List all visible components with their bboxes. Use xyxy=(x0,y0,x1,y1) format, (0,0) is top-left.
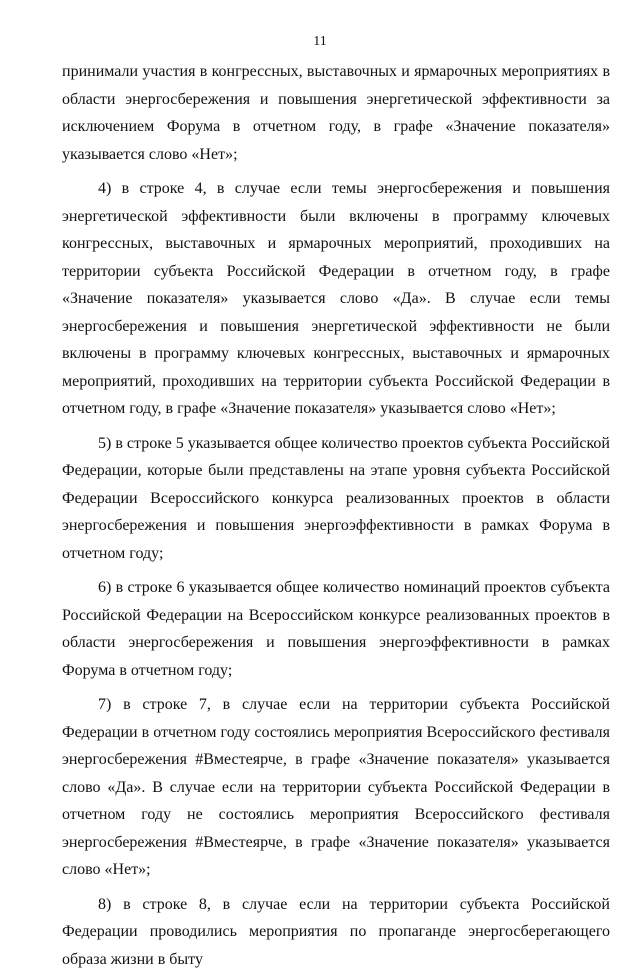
paragraph-item-6: 6) в строке 6 указывается общее количество номинаций проектов субъекта Российской Федерации на Всероссийском конкурсе реализованных проектов в области энергосбережения и повышения энергоэффективности в рамках Форума в отчетном году; xyxy=(62,574,610,684)
paragraph-continuation: принимали участия в конгрессных, выставочных и ярмарочных мероприятиях в области энергосбережения и повышения энергетической эффективности за исключением Форума в отчетном году, в графе «Значение показателя» указывается слово «Нет»; xyxy=(62,58,610,168)
paragraph-item-5: 5) в строке 5 указывается общее количество проектов субъекта Российской Федерации, которые были представлены на этапе уровня субъекта Российской Федерации Всероссийского конкурса реализованных проектов в области энергосбережения и повышения энергоэффективности в рамках Форума в отчетном году; xyxy=(62,430,610,568)
paragraph-item-7: 7) в строке 7, в случае если на территории субъекта Российской Федерации в отчетном году состоялись мероприятия Всероссийского фестиваля энергосбережения #Вместеярче, в графе «Значение показателя» указывается слово «Да». В случае если на территории субъекта Российской Федерации в отчетном году не состоялись мероприятия Всероссийского фестиваля энергосбережения #Вместеярче, в графе «Значение показателя» указывается слово «Нет»; xyxy=(62,691,610,884)
document-body xyxy=(62,58,610,973)
paragraph-item-8: 8) в строке 8, в случае если на территории субъекта Российской Федерации проводились мероприятия по пропаганде энергосберегающего образа жизни в быту xyxy=(62,891,610,973)
paragraph-item-4: 4) в строке 4, в случае если темы энергосбережения и повышения энергетической эффективности были включены в программу ключевых конгрессных, выставочных и ярмарочных мероприятий, проходивших на территории субъекта Российской Федерации в отчетном году, в графе «Значение показателя» указывается слово «Да». В случае если темы энергосбережения и повышения энергетической эффективности не были включены в программу ключевых конгрессных, выставочных и ярмарочных мероприятий, проходивших на территории субъекта Российской Федерации в отчетном году, в графе «Значение показателя» указывается слово «Нет»; xyxy=(62,175,610,423)
page-number: 11 xyxy=(0,33,640,51)
